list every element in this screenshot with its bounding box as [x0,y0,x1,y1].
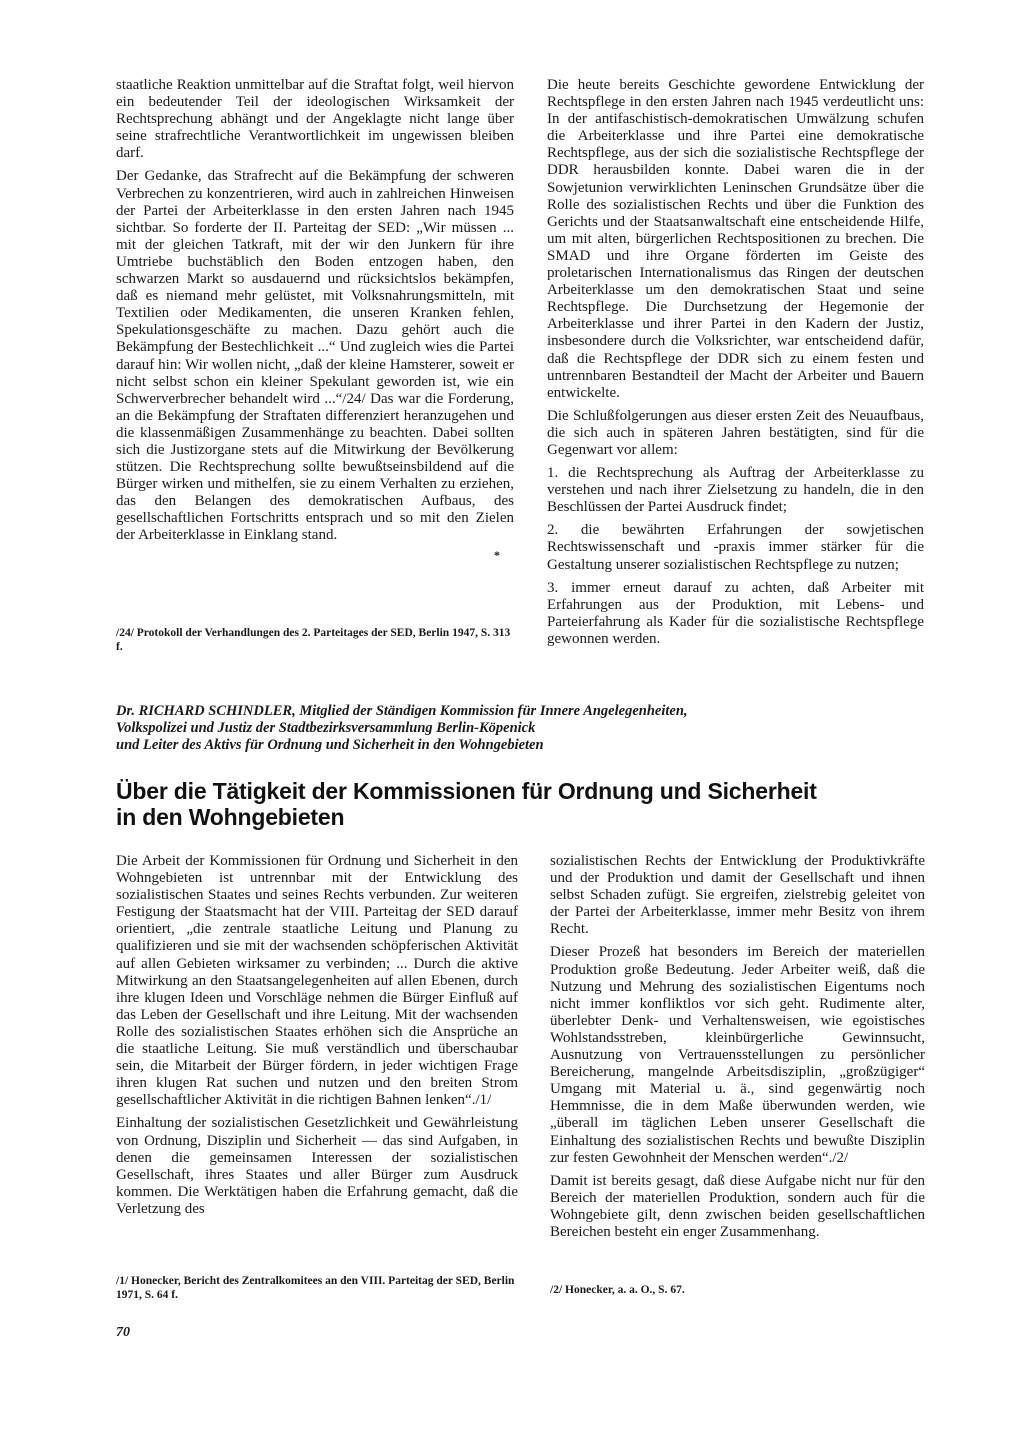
section-separator: * [494,547,500,562]
bottom-right-column [550,853,925,1241]
top-right-column [547,77,924,648]
paragraph: Die Schlußfolgerungen aus dieser ersten Zeit des Neuaufbaus, die sich auch in späteren Jahren bestätigten, sind für die Gegenwart vor allem: [547,407,924,458]
byline-line: und Leiter des Aktivs für Ordnung und Sicherheit in den Wohngebieten [116,737,544,753]
footnote-2: /2/ Honecker, a. a. O., S. 67. [550,1284,685,1296]
list-item: 1. die Rechtsprechung als Auftrag der Arbeiterklasse zu verstehen und nach ihrer Zielsetzung zu handeln, die in den Beschlüssen der Partei Ausdruck findet; [547,465,924,516]
byline-line: Volkspolizei und Justiz der Stadtbezirksversammlung Berlin-Köpenick [116,720,536,736]
paragraph: staatliche Reaktion unmittelbar auf die Straftat folgt, weil hiervon ein bedeutender Teil der ideologischen Wirksamkeit der Rechtsprechung abhängt und der Angeklagte nicht lange über seine strafrechtliche Verantwortlichkeit im ungewissen bleiben darf. [116,77,514,162]
paragraph: Die heute bereits Geschichte gewordene Entwicklung der Rechtspflege in den ersten Jahren nach 1945 verdeutlicht uns: In der antifaschistisch-demokratischen Umwälzung schufen die Arbeiterklasse und ihre Partei eine demokratische Rechtspflege, aus der sich die sozialistische Rechtspflege der DDR herausbilden konnte. Dabei waren die in der Sowjetunion verwirklichten Leninschen Grundsätze über die Rolle des sozialistischen Rechts und über die Funktion des Gerichts und der Staatsanwaltschaft eine entscheidende Hilfe, um mit alten, bürgerlichen Rechtspositionen zu brechen. Die SMAD und ihre Organe förderten im Geiste des proletarischen Internationalismus das Ringen der deutschen Arbeiterklasse um den demokratischen Staat und seine Rechtspflege. Die Durchsetzung der Hegemonie der Arbeiterklasse und ihrer Partei in den Kadern der Justiz, insbesondere durch die Volksrichter, war entscheidend dafür, daß die Rechtspflege der DDR sich zu einem festen und untrennbaren Bestandteil der Macht der Arbeiter und Bauern entwickelte. [547,77,924,401]
page-number: 70 [116,1325,130,1340]
top-left-column [116,77,514,564]
paragraph: sozialistischen Rechts der Entwicklung der Produktivkräfte und der Produktion und damit der Gesellschaft und ihnen selbst Schaden zufügt. Sie ergreifen, zielstrebig geleitet von der Partei der Arbeiterklasse, immer mehr Besitz von ihrem Recht. [550,853,925,938]
byline-line: Dr. RICHARD SCHINDLER, Mitglied der Ständigen Kommission für Innere Angelegenheiten, [116,703,688,719]
title-line: in den Wohngebieten [116,804,345,830]
footnote-24: /24/ Protokoll der Verhandlungen des 2. Parteitages der SED, Berlin 1947, S. 313 f. [116,627,511,653]
paragraph: Damit ist bereits gesagt, daß diese Aufgabe nicht nur für den Bereich der materiellen Produktion, sondern auch für die Wohngebiete gilt, denn zwischen beiden gesellschaftlichen Bereichen besteht ein enger Zusammenhang. [550,1172,925,1240]
title-line: Über die Tätigkeit der Kommissionen für Ordnung und Sicherheit [116,778,817,804]
article-title [116,778,916,830]
paragraph: Einhaltung der sozialistischen Gesetzlichkeit und Gewährleistung von Ordnung, Disziplin und Sicherheit — das sind Aufgaben, in denen die gemeinsamen Interessen der sozialistischen Gesellschaft, ihres Staates und aller Bürger zum Ausdruck kommen. Die Werktätigen haben die Erfahrung gemacht, daß die Verletzung des [116,1115,518,1217]
bottom-left-column [116,853,518,1218]
author-byline [116,703,896,754]
list-item: 2. die bewährten Erfahrungen der sowjetischen Rechtswissenschaft und -praxis immer stärker für die Gestaltung unserer sozialistischen Rechtspflege zu nutzen; [547,522,924,573]
paragraph: Dieser Prozeß hat besonders im Bereich der materiellen Produktion große Bedeutung. Jeder Arbeiter weiß, daß die Nutzung und Mehrung des sozialistischen Eigentums noch nicht immer konfliktlos vor sich geht. Rudimente alter, überlebter Denk- und Verhaltensweisen, wie egoistisches Wohlstandsstreben, kleinbürgerliche Gewinnsucht, Ausnutzung von Vertrauensstellungen zu persönlicher Bereicherung, mangelnde Arbeitsdisziplin, „großzügiger“ Umgang mit Material u. ä., sind gegenwärtig noch Hemmnisse, die in dem Maße überwunden werden, wie „überall im täglichen Leben unserer Gesellschaft die Einhaltung des sozialistischen Rechts und bewußte Disziplin zur festen Gewohnheit der Menschen werden“./2/ [550,944,925,1166]
list-item: 3. immer erneut darauf zu achten, daß Arbeiter mit Erfahrungen aus der Produktion, mit Lebens- und Parteierfahrung als Kader für die sozialistische Rechtspflege gewonnen werden. [547,579,924,647]
paragraph: Die Arbeit der Kommissionen für Ordnung und Sicherheit in den Wohngebieten ist untrennbar mit der Entwicklung des sozialistischen Staates und seines Rechts verbunden. Zur weiteren Festigung der Staatsmacht hat der VIII. Parteitag der SED darauf orientiert, „die zentrale staatliche Leitung und Planung zu qualifizieren und sie mit der wachsenden schöpferischen Aktivität auf allen Gebieten wirksamer zu verbinden; ... Durch die aktive Mitwirkung an den Staatsangelegenheiten auf allen Ebenen, durch ihre klugen Ideen und Vorschläge nehmen die Bürger Einfluß auf das Leben der Gesellschaft und ihre Leitung. Mit der wachsenden Rolle des sozialistischen Staates erhöhen sich die Ansprüche an die staatliche Leitung. Sie muß verständlich und überschaubar sein, die Mitarbeit der Bürger fördern, in jeder wichtigen Frage ihren klugen Rat suchen und nutzen und den breiten Strom gesellschaftlicher Aktivität in die richtigen Bahnen lenken“./1/ [116,853,518,1109]
paragraph: Der Gedanke, das Strafrecht auf die Bekämpfung der schweren Verbrechen zu konzentrieren, wird auch in zahlreichen Hinweisen der Partei der Arbeiterklasse in den ersten Jahren nach 1945 sichtbar. So forderte der II. Parteitag der SED: „Wir müssen ... mit der gleichen Tatkraft, mit der wir den Junkern für ihre Umtriebe buchstäblich den Boden entzogen haben, den schwarzen Markt so ausdauernd und rücksichtslos bekämpfen, daß es niemand mehr gelüstet, mit Volksnahrungsmitteln, mit Textilien oder Medikamenten, die unseren Kranken fehlen, Spekulationsgeschäfte zu machen. Dazu gehört auch die Bekämpfung der Bestechlichkeit ...“ Und zugleich wies die Partei darauf hin: Wir wollen nicht, „daß der kleine Hamsterer, soweit er nicht selbst schon ein kleiner Spekulant geworden ist, wie ein Schwerverbrecher behandelt wird ...“/24/ Das war die Forderung, an die Bekämpfung der Straftaten differenziert heranzugehen und die klassenmäßigen Zusammenhänge zu beachten. Dabei sollten sich die Justizorgane stets auf die Mitwirkung der Bevölkerung stützen. Die Rechtsprechung sollte bewußtseinsbildend auf die Bürger wirken und mithelfen, sie zu einem Verhalten zu erziehen, das den Belangen des demokratischen Aufbaus, des gesellschaftlichen Fortschritts entsprach und so mit den Zielen der Arbeiterklasse in Einklang stand. [116,168,514,544]
footnote-1: /1/ Honecker, Bericht des Zentralkomitees an den VIII. Parteitag der SED, Berlin 1971, S. 64 f. [116,1275,515,1301]
